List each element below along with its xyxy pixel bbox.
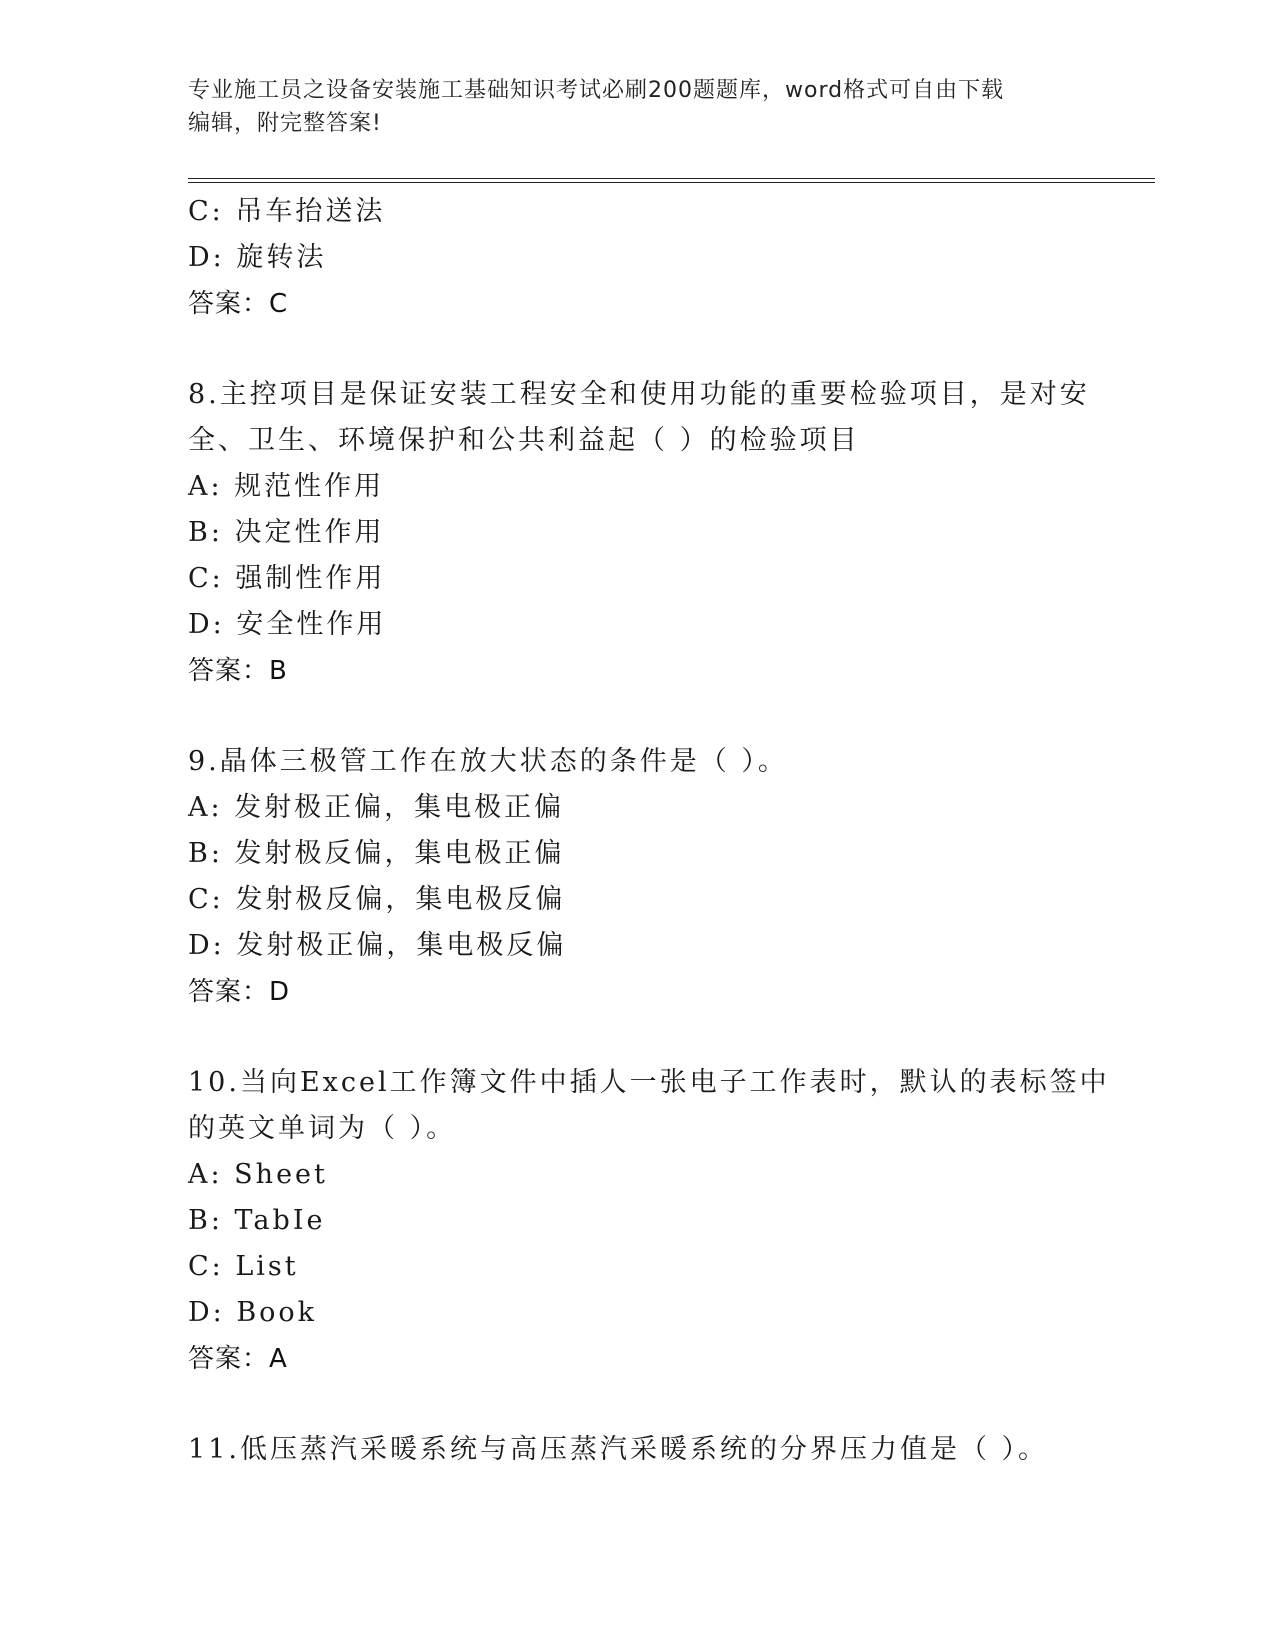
header-title-line-2: 编辑，附完整答案! [188, 111, 382, 136]
option-line: C: 吊车抬送法 [188, 196, 386, 227]
option-line: B: 发射极反偏，集电极正偏 [188, 838, 565, 869]
question-9 [188, 739, 1088, 1015]
option-line: A: 规范性作用 [188, 471, 385, 502]
answer-line: 答案：B [188, 656, 288, 686]
spacer [188, 694, 1088, 739]
option-line: D: 发射极正偏，集电极反偏 [188, 930, 567, 961]
spacer [188, 1015, 1088, 1060]
question-stem-line: 的英文单词为（ ）。 [188, 1113, 457, 1144]
question-10 [188, 1060, 1110, 1382]
question-stem-line: 全、卫生、环境保护和公共利益起（ ）的检验项目 [188, 425, 860, 456]
option-line: A: 发射极正偏，集电极正偏 [188, 792, 565, 823]
question-7-continuation [188, 189, 1088, 327]
page-header [188, 74, 1068, 140]
header-title-line-1: 专业施工员之设备安装施工基础知识考试必刷200题题库，word格式可自由下载 [188, 78, 1005, 103]
option-line: D: 旋转法 [188, 242, 327, 273]
option-line: C: List [188, 1251, 299, 1282]
option-line: B: 决定性作用 [188, 517, 385, 548]
question-8 [188, 372, 1088, 694]
option-line: A: Sheet [188, 1159, 328, 1190]
option-line: B: TabIe [188, 1205, 326, 1236]
question-11 [188, 1427, 1088, 1473]
question-list [188, 189, 1110, 1473]
question-stem-line: 9.晶体三极管工作在放大状态的条件是（ ）。 [188, 746, 788, 777]
question-stem-line: 10.当向Excel工作簿文件中插人一张电子工作表时，默认的表标签中 [188, 1067, 1110, 1098]
question-stem-line: 8.主控项目是保证安装工程安全和使用功能的重要检验项目，是对安 [188, 379, 1090, 410]
header-divider-top [188, 178, 1155, 179]
option-line: C: 强制性作用 [188, 563, 386, 594]
answer-line: 答案：A [188, 1344, 288, 1374]
option-line: D: 安全性作用 [188, 609, 387, 640]
spacer [188, 1382, 1088, 1427]
option-line: D: Book [188, 1297, 318, 1328]
option-line: C: 发射极反偏，集电极反偏 [188, 884, 566, 915]
answer-line: 答案：C [188, 289, 289, 319]
answer-line: 答案：D [188, 977, 291, 1007]
header-divider-bottom [188, 182, 1155, 183]
spacer [188, 327, 1088, 372]
question-stem-line: 11.低压蒸汽采暖系统与高压蒸汽采暖系统的分界压力值是（ ）。 [188, 1434, 1049, 1465]
